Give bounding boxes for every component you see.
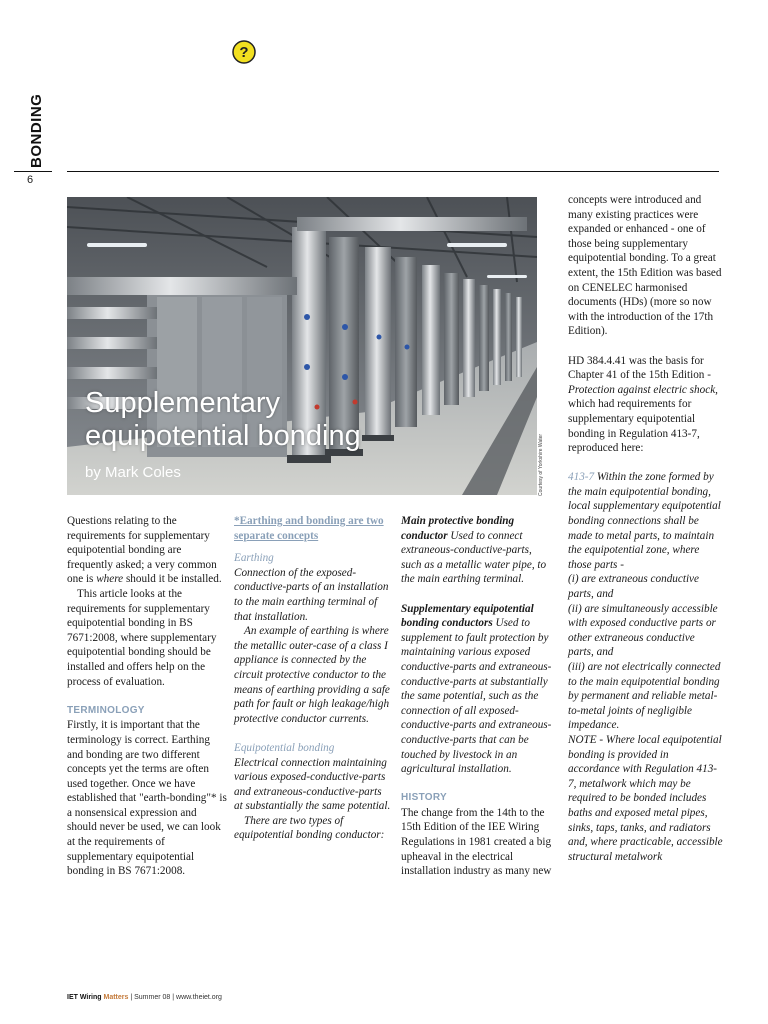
footer-brand-matters: Matters — [103, 994, 129, 1001]
article-author: by Mark Coles — [85, 464, 181, 481]
svg-text:?: ? — [239, 44, 249, 61]
earthing-definition: Connection of the exposed-conductive-parts of an installation to the main earthing terminal of that installation. — [234, 566, 389, 623]
tab-divider — [14, 171, 52, 172]
section-tab — [8, 93, 56, 168]
regulation-item-2: (ii) are simultaneously accessible with exposed conductive parts or other extraneous conductive parts, and — [568, 602, 718, 659]
supplementary-bonding-definition — [401, 602, 554, 777]
hd-text: HD 384.4.41 was the basis for Chapter 41 of the 15th Edition - — [568, 354, 711, 382]
regulation-item-3: (iii) are not electrically connected to the main equipotential bonding by permanent and reliable metal-to-metal joints of negligible impedance. — [568, 661, 721, 732]
earthing-heading: Earthing — [234, 552, 274, 565]
hd-paragraph — [568, 354, 723, 456]
section-label: BONDING — [28, 93, 45, 168]
history-paragraph: The change from the 14th to the 15th Edition of the IEE Wiring Regulations in 1981 created a big upheaval in the electrical installation industry as many new — [401, 806, 552, 878]
page-number: 6 — [27, 174, 34, 186]
supplementary-bonding-text: Used to supplement to fault protection by maintaining various exposed conductive-parts and extraneous-conductive-parts at substantially the same potential, such as the connection of all exposed-conductive-parts and extraneous-conductive-parts that can be touched by livestock in an agricultural installation. — [401, 617, 552, 776]
terminology-paragraph: Firstly, it is important that the terminology is correct. Earthing and bonding are two different concepts yet the terms are often used together. Once we have established that "earth-bonding"* is a nonsensical expression and should never be used, we can look at the requirements of supplementary equipotential bonding in BS 7671:2008. — [67, 719, 227, 878]
column-1 — [67, 514, 227, 879]
scope-paragraph: This article looks at the requirements for supplementary equipotential bonding in BS 7671:2008, where supplementary equipotential bonding should be installed and offers help on the process of evaluation. — [67, 587, 217, 688]
sidebar-note-heading: *Earthing and bonding are two separate concepts — [234, 515, 384, 542]
hd-emphasis: Protection against electric shock, — [568, 383, 718, 396]
terminology-heading: TERMINOLOGY — [67, 704, 145, 716]
regulation-note: NOTE - Where local equipotential bonding is provided in accordance with Regulation 413-7, metalwork which may be required to be bonded includes baths and exposed metal pipes, sinks, taps, tanks, and radiators and, where practicable, accessible structural metalwork — [568, 733, 723, 863]
intro-paragraph — [67, 514, 227, 587]
article-title-line-2: equipotential bonding — [85, 420, 361, 452]
footer-brand: IET Wiring — [67, 994, 104, 1001]
page-footer — [67, 994, 222, 1001]
column-2 — [234, 514, 392, 843]
photo-credit: Courtesy of Yorkshire Water — [538, 433, 544, 496]
regulation-text: Within the zone formed by the main equipotential bonding, local supplementary equipotential bonding connections shall be made to metal parts, to maintain the equipotential zone, where those parts - — [568, 471, 721, 571]
supplementary-bonding-term: Supplementary equipotential bonding conductors — [401, 602, 534, 630]
header-rule — [67, 171, 719, 172]
regulation-item-1: (i) are extraneous conductive parts, and — [568, 573, 699, 601]
article-title-line-1: Supplementary — [85, 387, 281, 419]
bonding-definition: Electrical connection maintaining various exposed-conductive-parts and extraneous-conductive-parts at substantially the same potential. — [234, 756, 391, 813]
bonding-types: There are two types of equipotential bonding conductor: — [234, 814, 385, 842]
question-mark-icon — [232, 40, 256, 64]
regulation-quote — [568, 470, 723, 572]
regulation-number: 413-7 — [568, 471, 595, 484]
history-heading: HISTORY — [401, 792, 447, 804]
footer-issue: | Summer 08 | — [128, 994, 177, 1001]
intro-text: Questions relating to the requirements for supplementary equipotential bonding are frequently asked; a very common one is — [67, 515, 217, 586]
main-bonding-text: Used to connect extraneous-conductive-parts, such as a metallic water pipe, to the main earthing terminal. — [401, 529, 547, 586]
intro-text-end: should it be installed. — [123, 573, 222, 586]
main-bonding-term: Main protective bonding conductor — [401, 515, 515, 542]
earthing-example: An example of earthing is where the metallic outer-case of a class I appliance is connected by the circuit protective conductor to the means of earthing providing a safe path for fault or high leakage/high protective conductor currents. — [234, 625, 390, 725]
history-continued: concepts were introduced and many existing practices were expanded or enhanced - one of those being supplementary equipotential bonding. To a great extent, the 15th Edition was based on CENELEC harmonised documents (HDs) (more so now with the introduction of the 17th Edition). — [568, 194, 722, 338]
footer-url[interactable]: www.theiet.org — [176, 994, 222, 1001]
column-4 — [568, 193, 723, 864]
main-bonding-definition — [401, 514, 554, 587]
hd-text-end: which had requirements for supplementary equipotential bonding in Regulation 413-7, reproduced here: — [568, 398, 700, 455]
article-title — [85, 387, 445, 453]
column-3 — [401, 514, 554, 879]
intro-emphasis: where — [96, 573, 124, 586]
bonding-heading: Equipotential bonding — [234, 741, 335, 754]
hero-image — [67, 197, 537, 495]
